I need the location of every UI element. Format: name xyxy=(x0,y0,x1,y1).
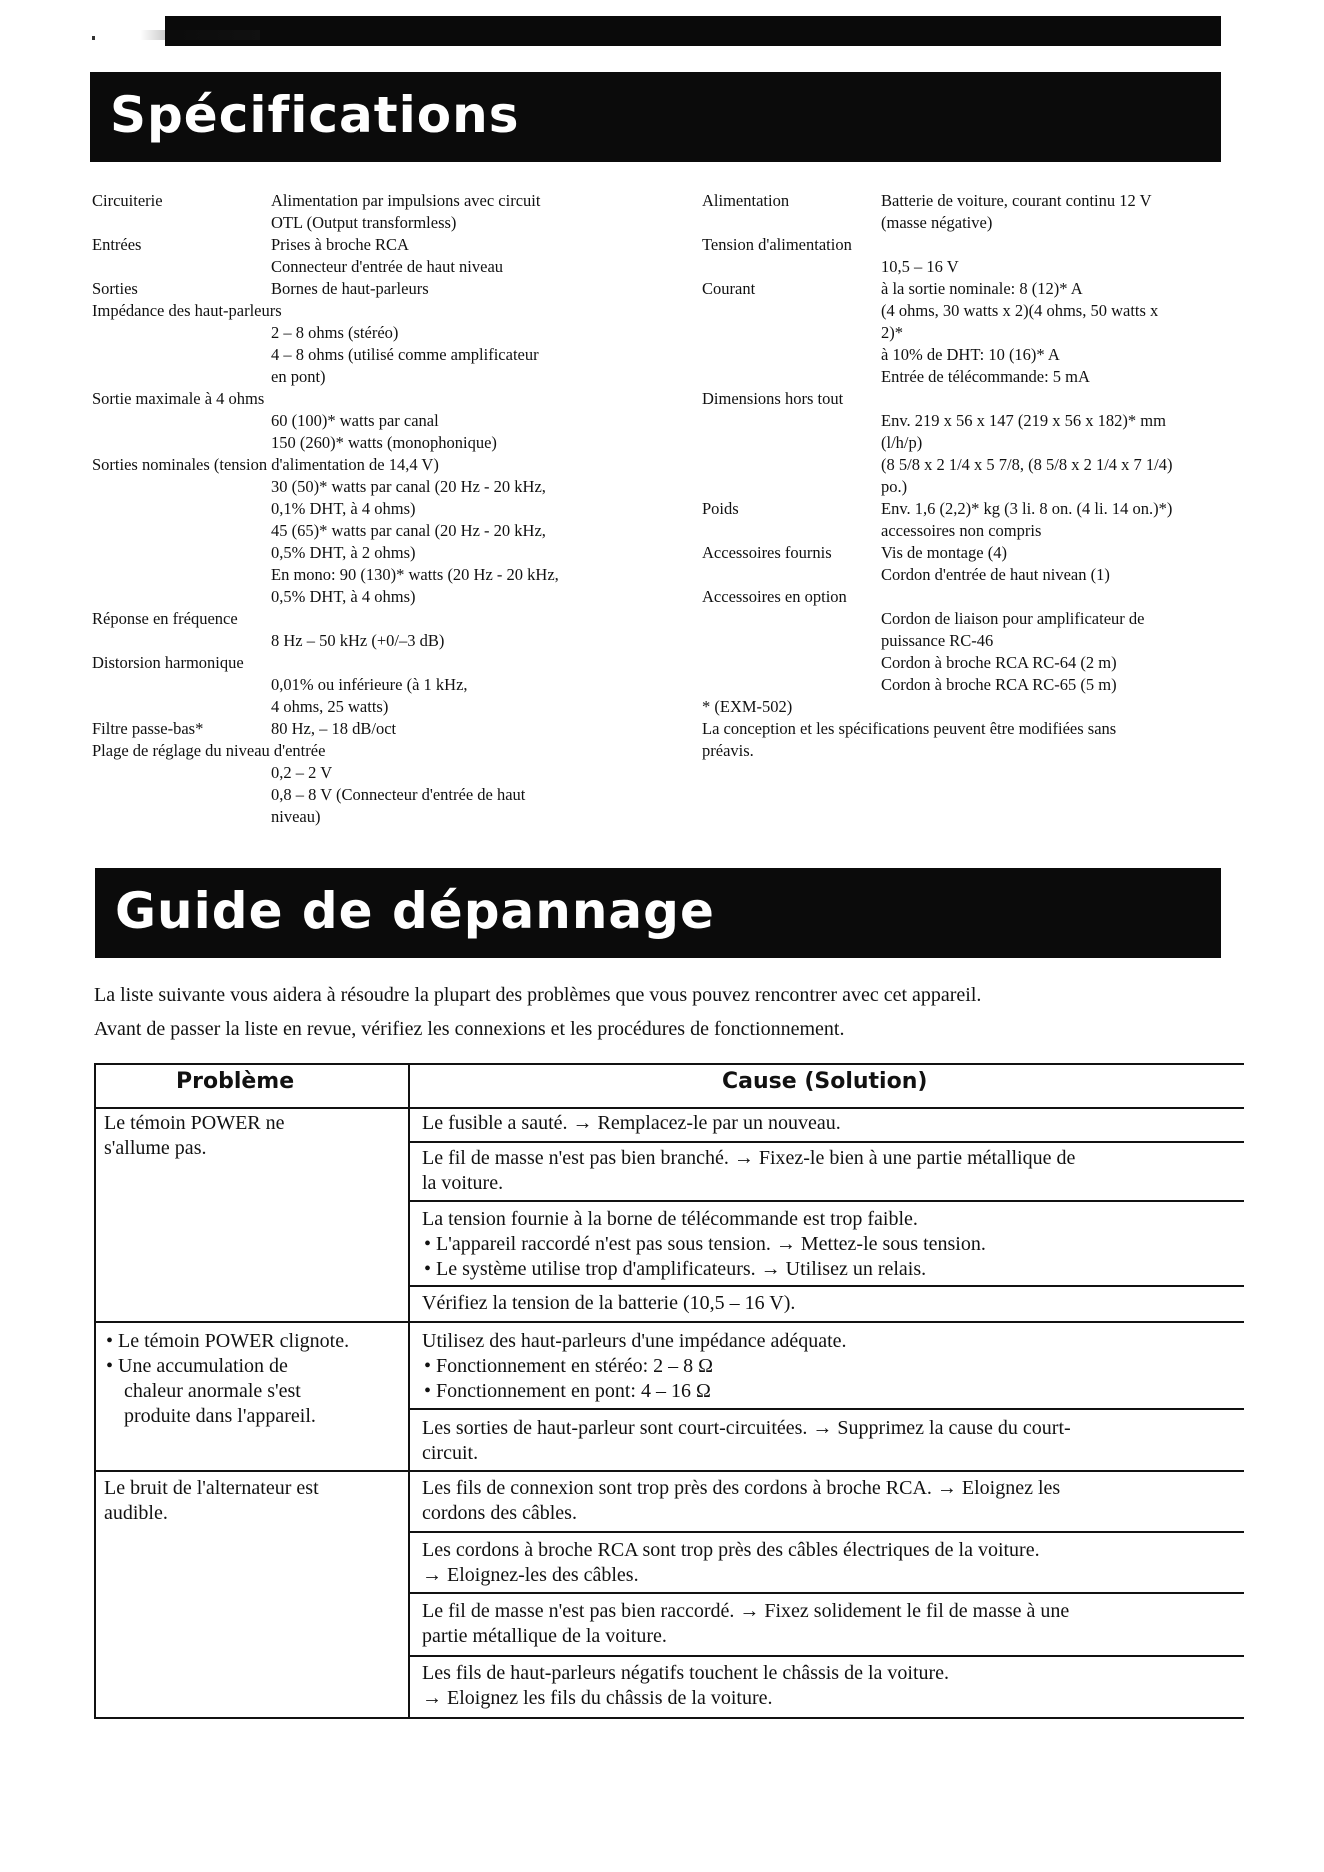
spec-value: Batterie de voiture, courant continu 12 V xyxy=(881,191,1152,210)
spec-row xyxy=(92,718,652,740)
spec-value: Entrée de télécommande: 5 mA xyxy=(881,367,1090,386)
spec-label: Filtre passe-bas* xyxy=(92,719,204,738)
table-column-rule xyxy=(408,1063,410,1718)
top-scan-fade xyxy=(140,30,260,40)
cause-cell xyxy=(422,1111,1232,1136)
spec-value: 2)* xyxy=(881,323,903,342)
spec-value: Cordon de liaison pour amplificateur de xyxy=(881,609,1145,628)
spec-label: Accessoires en option xyxy=(702,587,847,606)
troubleshooting-intro xyxy=(94,978,1234,1046)
problem-line: s'allume pas. xyxy=(104,1137,207,1159)
table-left-rule xyxy=(94,1063,96,1718)
cause-line: circuit. xyxy=(422,1442,479,1464)
top-scan-bar xyxy=(165,16,1221,46)
spec-value: à 10% de DHT: 10 (16)* A xyxy=(881,345,1060,364)
header-problem: Problème xyxy=(176,1069,295,1094)
spec-value: 8 Hz – 50 kHz (+0/–3 dB) xyxy=(271,631,445,650)
cause-separator xyxy=(410,1531,1244,1533)
cause-bullet: • Fonctionnement en stéréo: 2 – 8 Ω xyxy=(424,1355,714,1377)
problem-cell xyxy=(104,1329,404,1429)
cause-line: Les cordons à broche RCA sont trop près des câbles électriques de la voiture. xyxy=(422,1539,1040,1561)
cause-line: Utilisez des haut-parleurs d'une impédance adéquate. xyxy=(422,1330,847,1352)
spec-row xyxy=(92,740,652,828)
spec-value: niveau) xyxy=(271,807,321,826)
cause-cell xyxy=(422,1599,1232,1649)
troubleshooting-banner xyxy=(95,868,1221,958)
spec-value: (l/h/p) xyxy=(881,433,923,452)
cause-cell xyxy=(422,1661,1232,1711)
problem-cell xyxy=(104,1111,404,1161)
problem-cell xyxy=(104,1476,404,1526)
spec-label: Courant xyxy=(702,279,756,298)
spec-row xyxy=(92,190,652,234)
spec-value: 4 ohms, 25 watts) xyxy=(271,697,389,716)
spec-label: Alimentation xyxy=(702,191,790,210)
cause-bullet: • Fonctionnement en pont: 4 – 16 Ω xyxy=(424,1380,711,1402)
spec-label: Entrées xyxy=(92,235,142,254)
spec-row xyxy=(92,278,652,300)
cause-line: Les sorties de haut-parleur sont court-circuitées. → Supprimez la cause du court- xyxy=(422,1417,1071,1439)
cause-separator xyxy=(410,1655,1244,1657)
spec-row xyxy=(702,542,1242,586)
spec-value: à la sortie nominale: 8 (12)* A xyxy=(881,279,1083,298)
spec-row xyxy=(702,234,1242,278)
cause-separator xyxy=(410,1141,1244,1143)
intro-line: Avant de passer la liste en revue, vérifiez les connexions et les procédures de fonctionnement. xyxy=(94,1018,845,1040)
cause-line: Les fils de connexion sont trop près des cordons à broche RCA. → Eloignez les xyxy=(422,1477,1061,1499)
spec-left-column xyxy=(92,190,652,828)
cause-line: la voiture. xyxy=(422,1172,504,1194)
cause-line: Le fil de masse n'est pas bien raccordé. → Fixez solidement le fil de masse à une xyxy=(422,1600,1070,1622)
header-cause: Cause (Solution) xyxy=(722,1069,928,1094)
spec-value: (4 ohms, 30 watts x 2)(4 ohms, 50 watts x xyxy=(881,301,1159,320)
cause-line: Les fils de haut-parleurs négatifs touchent le châssis de la voiture. xyxy=(422,1662,950,1684)
problem-line: Le bruit de l'alternateur est xyxy=(104,1477,319,1499)
spec-label: Plage de réglage du niveau d'entrée xyxy=(92,741,326,760)
spec-value: Cordon d'entrée de haut nivean (1) xyxy=(881,565,1110,584)
spec-value: (8 5/8 x 2 1/4 x 5 7/8, (8 5/8 x 2 1/4 x 7 1/4) xyxy=(881,455,1173,474)
spec-row xyxy=(92,234,652,278)
spec-value: Alimentation par impulsions avec circuit xyxy=(271,191,541,210)
spec-label: Distorsion harmonique xyxy=(92,653,244,672)
problem-line: produite dans l'appareil. xyxy=(124,1405,316,1427)
spec-label: Sorties nominales (tension d'alimentation de 14,4 V) xyxy=(92,455,439,474)
cause-line: Vérifiez la tension de la batterie (10,5 – 16 V). xyxy=(422,1292,796,1314)
spec-right-column xyxy=(702,190,1242,762)
specifications-title: Spécifications xyxy=(110,86,520,144)
spec-value: 80 Hz, – 18 dB/oct xyxy=(271,719,397,738)
cause-cell xyxy=(422,1207,1232,1282)
table-bottom-rule xyxy=(94,1717,1244,1719)
cause-bullet: • L'appareil raccordé n'est pas sous tension. → Mettez-le sous tension. xyxy=(424,1233,986,1255)
spec-value: Vis de montage (4) xyxy=(881,543,1007,562)
cause-cell xyxy=(422,1291,1232,1316)
spec-value: 10,5 – 16 V xyxy=(881,257,959,276)
troubleshooting-title: Guide de dépannage xyxy=(115,882,715,940)
problem-line: chaleur anormale s'est xyxy=(124,1380,301,1402)
spec-value: (masse négative) xyxy=(881,213,993,232)
cause-line: → Eloignez-les des câbles. xyxy=(422,1564,639,1586)
spec-row xyxy=(92,652,652,718)
specifications-banner xyxy=(90,72,1221,162)
spec-value: 60 (100)* watts par canal xyxy=(271,411,439,430)
problem-bullet: • Une accumulation de xyxy=(106,1355,288,1377)
spec-value: Env. 1,6 (2,2)* kg (3 li. 8 on. (4 li. 14 on.)*) xyxy=(881,499,1173,518)
spec-label: Dimensions hors tout xyxy=(702,389,844,408)
spec-value: 4 – 8 ohms (utilisé comme amplificateur xyxy=(271,345,539,364)
cause-separator xyxy=(410,1592,1244,1594)
spec-row xyxy=(92,388,652,454)
spec-value: Env. 219 x 56 x 147 (219 x 56 x 182)* mm xyxy=(881,411,1166,430)
spec-label: Impédance des haut-parleurs xyxy=(92,301,282,320)
header-rule-problem xyxy=(94,1107,408,1109)
header-rule-cause xyxy=(410,1107,1244,1109)
spec-value: OTL (Output transformless) xyxy=(271,213,457,232)
spec-row xyxy=(702,278,1242,388)
cause-line: partie métallique de la voiture. xyxy=(422,1625,667,1647)
group-separator xyxy=(94,1321,1244,1323)
spec-row xyxy=(92,608,652,652)
spec-value: Bornes de haut-parleurs xyxy=(271,279,429,298)
spec-label: Circuiterie xyxy=(92,191,163,210)
cause-line: cordons des câbles. xyxy=(422,1502,577,1524)
cause-cell xyxy=(422,1476,1232,1526)
spec-footnote: * (EXM-502) xyxy=(702,697,793,716)
cause-separator xyxy=(410,1200,1244,1202)
spec-value: 0,5% DHT, à 2 ohms) xyxy=(271,543,416,562)
spec-label: Accessoires fournis xyxy=(702,543,832,562)
spec-value: 0,1% DHT, à 4 ohms) xyxy=(271,499,416,518)
spec-value: puissance RC-46 xyxy=(881,631,994,650)
spec-label: Tension d'alimentation xyxy=(702,235,852,254)
spec-label: Sortie maximale à 4 ohms xyxy=(92,389,265,408)
cause-line: Le fil de masse n'est pas bien branché. → Fixez-le bien à une partie métallique de xyxy=(422,1147,1076,1169)
spec-row xyxy=(92,300,652,388)
cause-separator xyxy=(410,1408,1244,1410)
spec-value: 0,5% DHT, à 4 ohms) xyxy=(271,587,416,606)
spec-label: Poids xyxy=(702,499,739,518)
spec-value: 2 – 8 ohms (stéréo) xyxy=(271,323,399,342)
spec-disclaimer xyxy=(702,718,1242,762)
cause-bullet: • Le système utilise trop d'amplificateurs. → Utilisez un relais. xyxy=(424,1258,927,1280)
cause-cell xyxy=(422,1538,1232,1588)
spec-value: Cordon à broche RCA RC-64 (2 m) xyxy=(881,653,1117,672)
problem-line: Le témoin POWER ne xyxy=(104,1112,285,1134)
cause-cell xyxy=(422,1416,1232,1466)
cause-cell xyxy=(422,1146,1232,1196)
disclaimer-line: préavis. xyxy=(702,741,754,760)
spec-row xyxy=(702,498,1242,542)
intro-line: La liste suivante vous aidera à résoudre la plupart des problèmes que vous pouvez rencontrer avec cet appareil. xyxy=(94,984,982,1006)
scan-mark xyxy=(92,36,95,40)
spec-label: Réponse en fréquence xyxy=(92,609,238,628)
spec-value: 0,8 – 8 V (Connecteur d'entrée de haut xyxy=(271,785,526,804)
spec-value: Prises à broche RCA xyxy=(271,235,409,254)
spec-value: 0,01% ou inférieure (à 1 kHz, xyxy=(271,675,468,694)
spec-value: 45 (65)* watts par canal (20 Hz - 20 kHz, xyxy=(271,521,546,540)
cause-separator xyxy=(410,1285,1244,1287)
problem-line: audible. xyxy=(104,1502,168,1524)
disclaimer-line: La conception et les spécifications peuvent être modifiées sans xyxy=(702,719,1117,738)
problem-bullet: • Le témoin POWER clignote. xyxy=(106,1330,350,1352)
spec-row xyxy=(702,586,1242,696)
spec-value: Connecteur d'entrée de haut niveau xyxy=(271,257,504,276)
group-separator xyxy=(94,1470,1244,1472)
spec-value: po.) xyxy=(881,477,908,496)
spec-value: 150 (260)* watts (monophonique) xyxy=(271,433,497,452)
spec-value: En mono: 90 (130)* watts (20 Hz - 20 kHz, xyxy=(271,565,559,584)
spec-row xyxy=(702,388,1242,498)
spec-row xyxy=(702,190,1242,234)
cause-line: Le fusible a sauté. → Remplacez-le par un nouveau. xyxy=(422,1112,841,1134)
spec-value: 30 (50)* watts par canal (20 Hz - 20 kHz, xyxy=(271,477,546,496)
spec-label: Sorties xyxy=(92,279,138,298)
table-top-rule xyxy=(94,1063,1244,1065)
spec-value: 0,2 – 2 V xyxy=(271,763,333,782)
cause-cell xyxy=(422,1329,1232,1404)
spec-row xyxy=(92,454,652,608)
spec-value: accessoires non compris xyxy=(881,521,1042,540)
spec-value: Cordon à broche RCA RC-65 (5 m) xyxy=(881,675,1117,694)
spec-value: en pont) xyxy=(271,367,326,386)
cause-line: La tension fournie à la borne de télécommande est trop faible. xyxy=(422,1208,918,1230)
cause-line: → Eloignez les fils du châssis de la voiture. xyxy=(422,1687,773,1709)
